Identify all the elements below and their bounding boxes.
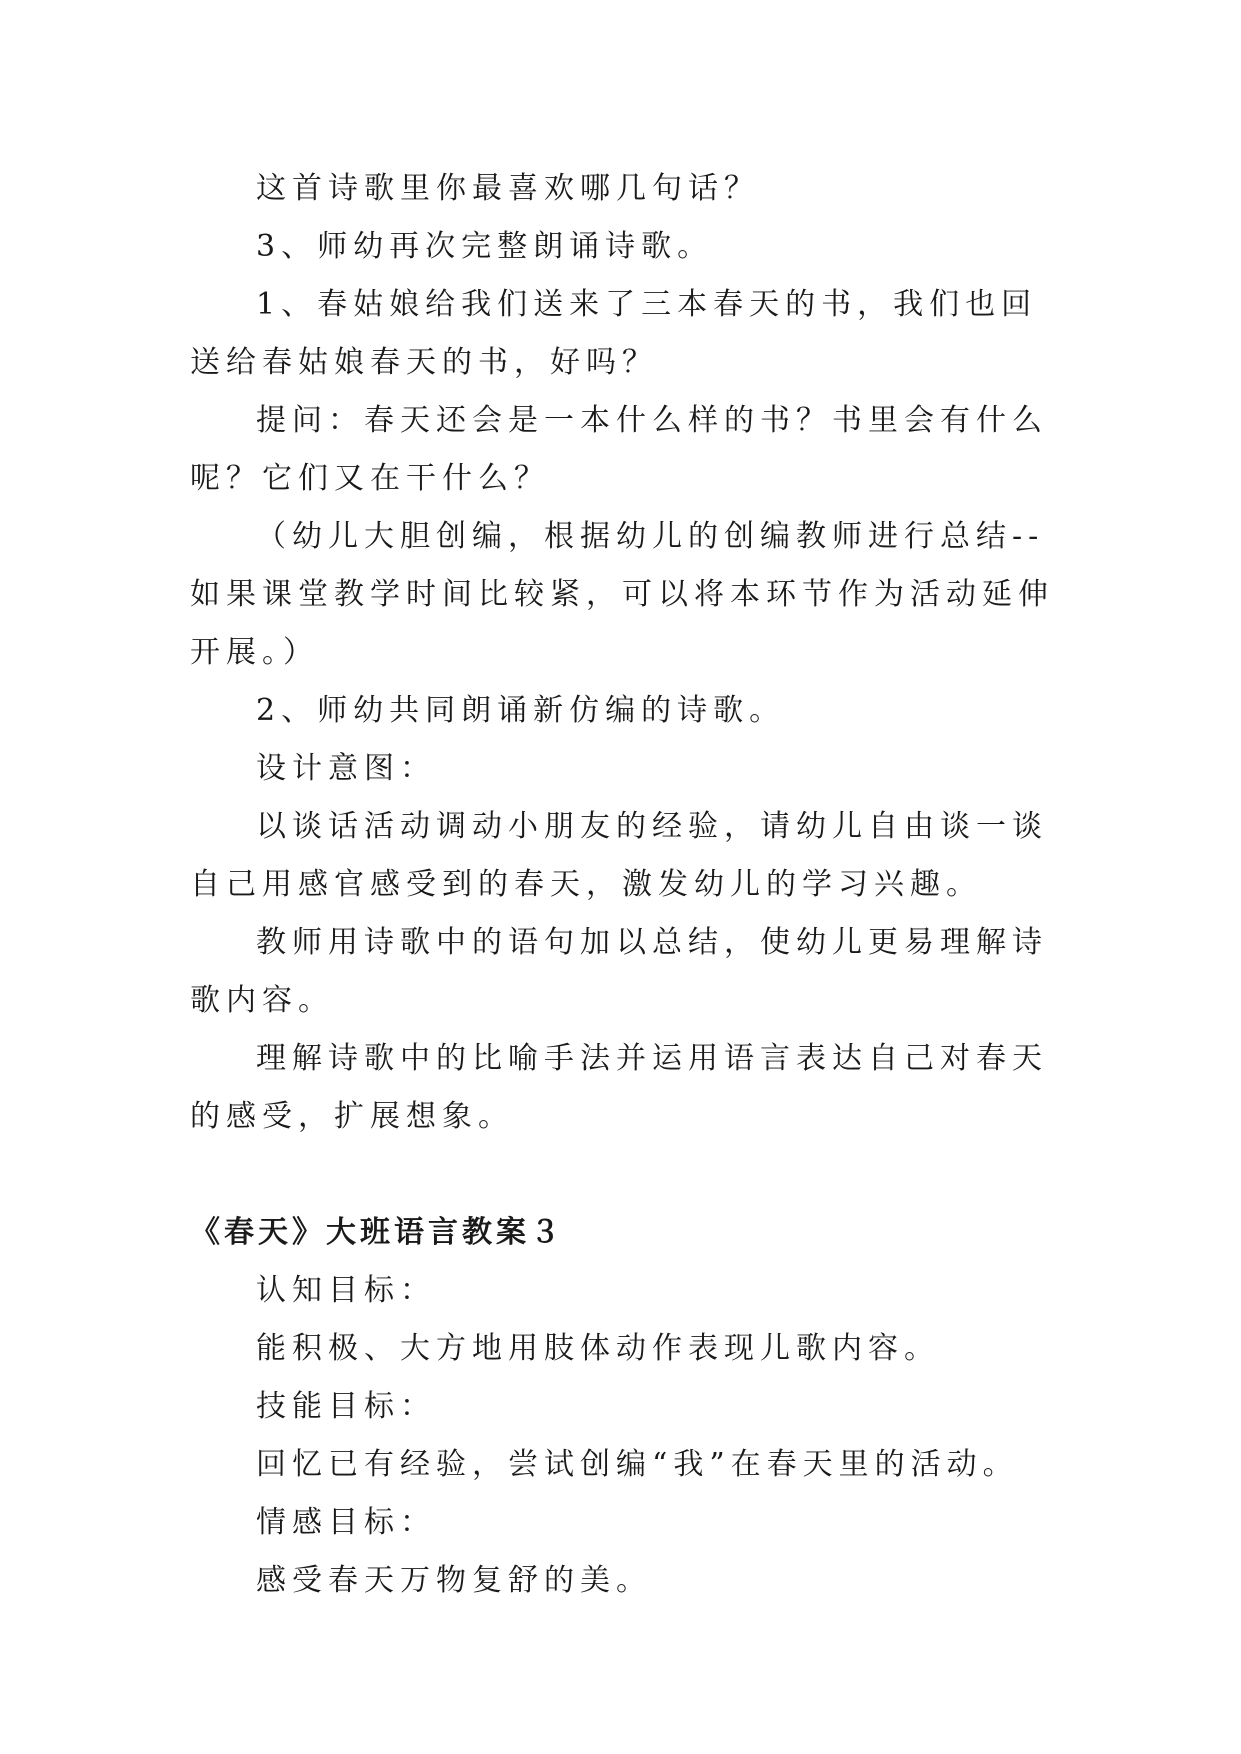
paragraph: 2、师幼共同朗诵新仿编的诗歌。 [256, 693, 786, 728]
paragraph: （幼儿大胆创编，根据幼儿的创编教师进行总结--如果课堂教学时间比较紧，可以将本环节作为活动延伸开展。） [190, 519, 1054, 670]
paragraph: 教师用诗歌中的语句加以总结，使幼儿更易理解诗歌内容。 [190, 925, 1048, 1018]
section-title: 《春天》大班语言教案３ [190, 1215, 564, 1250]
paragraph: 回忆已有经验，尝试创编“我”在春天里的活动。 [256, 1447, 1019, 1482]
section-spacer [190, 1146, 1060, 1204]
paragraph: 提问：春天还会是一本什么样的书？书里会有什么呢？它们又在干什么？ [190, 403, 1048, 496]
paragraph: 3、师幼再次完整朗诵诗歌。 [256, 229, 714, 264]
paragraph: 这首诗歌里你最喜欢哪几句话？ [256, 171, 760, 206]
paragraph: 1、春姑娘给我们送来了三本春天的书，我们也回送给春姑娘春天的书，好吗？ [190, 287, 1038, 380]
paragraph: 设计意图： [256, 751, 436, 786]
paragraph: 认知目标： [256, 1273, 436, 1308]
paragraph: 能积极、大方地用肢体动作表现儿歌内容。 [256, 1331, 940, 1366]
paragraph: 感受春天万物复舒的美。 [256, 1563, 652, 1598]
paragraph: 理解诗歌中的比喻手法并运用语言表达自己对春天的感受，扩展想象。 [190, 1041, 1048, 1134]
document-body [190, 160, 1060, 1610]
paragraph: 以谈话活动调动小朋友的经验，请幼儿自由谈一谈自己用感官感受到的春天，激发幼儿的学习兴趣。 [190, 809, 1048, 902]
paragraph: 情感目标： [256, 1505, 436, 1540]
paragraph: 技能目标： [256, 1389, 436, 1424]
